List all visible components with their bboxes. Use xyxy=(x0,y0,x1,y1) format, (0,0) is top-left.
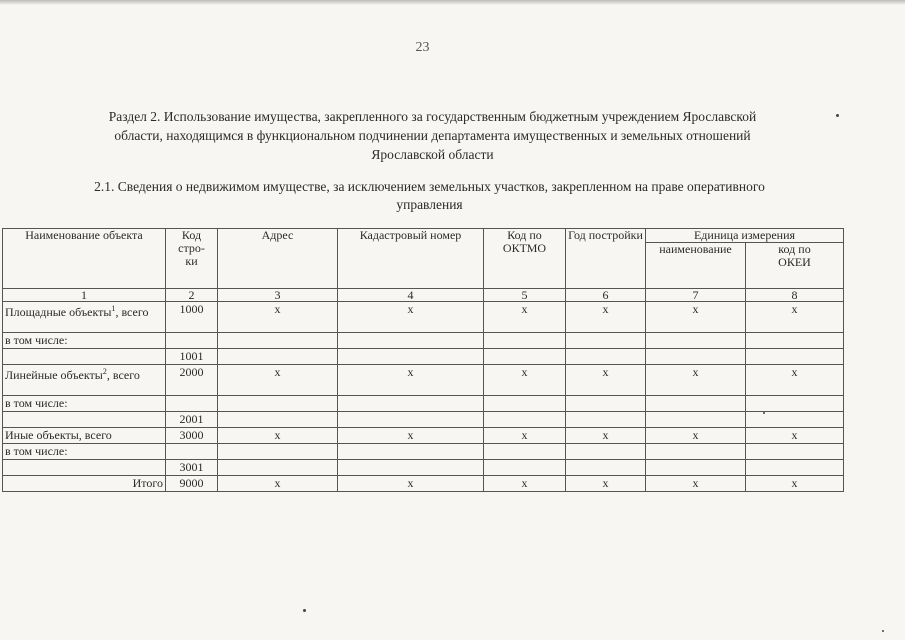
table-row xyxy=(3,460,844,476)
row-code: 9000 xyxy=(166,476,218,492)
row-name: Площадные объекты$^1$, всего xyxy=(3,302,166,333)
table-row xyxy=(3,428,844,444)
column-number: 8 xyxy=(746,289,844,302)
header-unit-okei: код по ОКЕИ xyxy=(746,243,844,289)
header-address: Адрес xyxy=(218,229,338,289)
cell-mark: x xyxy=(338,476,484,492)
cell-mark: x xyxy=(338,428,484,444)
table-row xyxy=(3,444,844,460)
section-title-line: области, находящимся в функциональном подчинении департамента имущественных и земельных отношений xyxy=(114,128,751,143)
scan-top-edge xyxy=(0,0,905,5)
column-number: 6 xyxy=(566,289,646,302)
row-name: Иные объекты, всего xyxy=(3,428,166,444)
cell-mark: x xyxy=(218,476,338,492)
page-number: 23 xyxy=(415,40,430,55)
table-row-total xyxy=(3,476,844,492)
cell-mark: x xyxy=(746,428,844,444)
cell-mark: x xyxy=(646,428,746,444)
cell-mark: x xyxy=(566,476,646,492)
header-year: Год постройки xyxy=(566,229,646,289)
cell-mark: x xyxy=(566,365,646,396)
section-title-line: Раздел 2. Использование имущества, закрепленного за государственным бюджетным учреждением Ярославской xyxy=(108,109,757,124)
table-row xyxy=(3,365,844,396)
header-oktmo: Код по ОКТМО xyxy=(484,229,566,289)
column-number: 1 xyxy=(3,289,166,302)
property-table xyxy=(2,228,844,492)
column-number-row xyxy=(3,289,844,302)
cell-mark: x xyxy=(566,302,646,333)
cell-mark: x xyxy=(746,302,844,333)
subsection-title-line: управления xyxy=(396,197,463,212)
column-number: 7 xyxy=(646,289,746,302)
header-unit-name: наименование xyxy=(646,243,746,289)
header-cadastral: Кадастровый номер xyxy=(338,229,484,289)
cell-mark: x xyxy=(484,428,566,444)
section-title-line: Ярославской области xyxy=(371,147,494,162)
header-unit-group: Единица измерения xyxy=(646,229,844,243)
cell-mark: x xyxy=(218,365,338,396)
cell-mark: x xyxy=(746,365,844,396)
cell-mark: x xyxy=(646,365,746,396)
row-name: Линейные объекты$^2$, всего xyxy=(3,365,166,396)
row-subheading: в том числе: xyxy=(3,396,166,412)
scan-speck xyxy=(836,114,839,117)
cell-mark: x xyxy=(218,302,338,333)
row-subheading: в том числе: xyxy=(3,444,166,460)
cell-mark: x xyxy=(646,476,746,492)
row-subheading: в том числе: xyxy=(3,333,166,349)
row-code: 3001 xyxy=(166,460,218,476)
column-number: 4 xyxy=(338,289,484,302)
cell-mark: x xyxy=(646,302,746,333)
subsection-title-line: 2.1. Сведения о недвижимом имуществе, за исключением земельных участков, закрепленном на праве оперативного xyxy=(94,179,765,194)
row-code: 2001 xyxy=(166,412,218,428)
cell-mark: x xyxy=(338,302,484,333)
table-row xyxy=(3,349,844,365)
cell-mark: x xyxy=(218,428,338,444)
cell-mark: x xyxy=(484,302,566,333)
row-code: 1001 xyxy=(166,349,218,365)
row-code: 2000 xyxy=(166,365,218,396)
table-row xyxy=(3,333,844,349)
column-number: 3 xyxy=(218,289,338,302)
header-name: Наименование объекта xyxy=(3,229,166,289)
table-row xyxy=(3,396,844,412)
scan-speck xyxy=(882,630,884,632)
section-title xyxy=(30,107,835,164)
row-code: 3000 xyxy=(166,428,218,444)
cell-mark: x xyxy=(484,365,566,396)
cell-mark: x xyxy=(746,476,844,492)
table-row xyxy=(3,302,844,333)
total-label: Итого xyxy=(3,476,166,492)
table-row xyxy=(3,412,844,428)
subsection-title xyxy=(22,178,837,214)
scan-speck xyxy=(763,412,765,414)
column-number: 5 xyxy=(484,289,566,302)
scan-speck xyxy=(303,609,306,612)
cell-mark: x xyxy=(566,428,646,444)
header-code: Код стро- ки xyxy=(166,229,218,289)
cell-mark: x xyxy=(338,365,484,396)
column-number: 2 xyxy=(166,289,218,302)
row-code: 1000 xyxy=(166,302,218,333)
cell-mark: x xyxy=(484,476,566,492)
